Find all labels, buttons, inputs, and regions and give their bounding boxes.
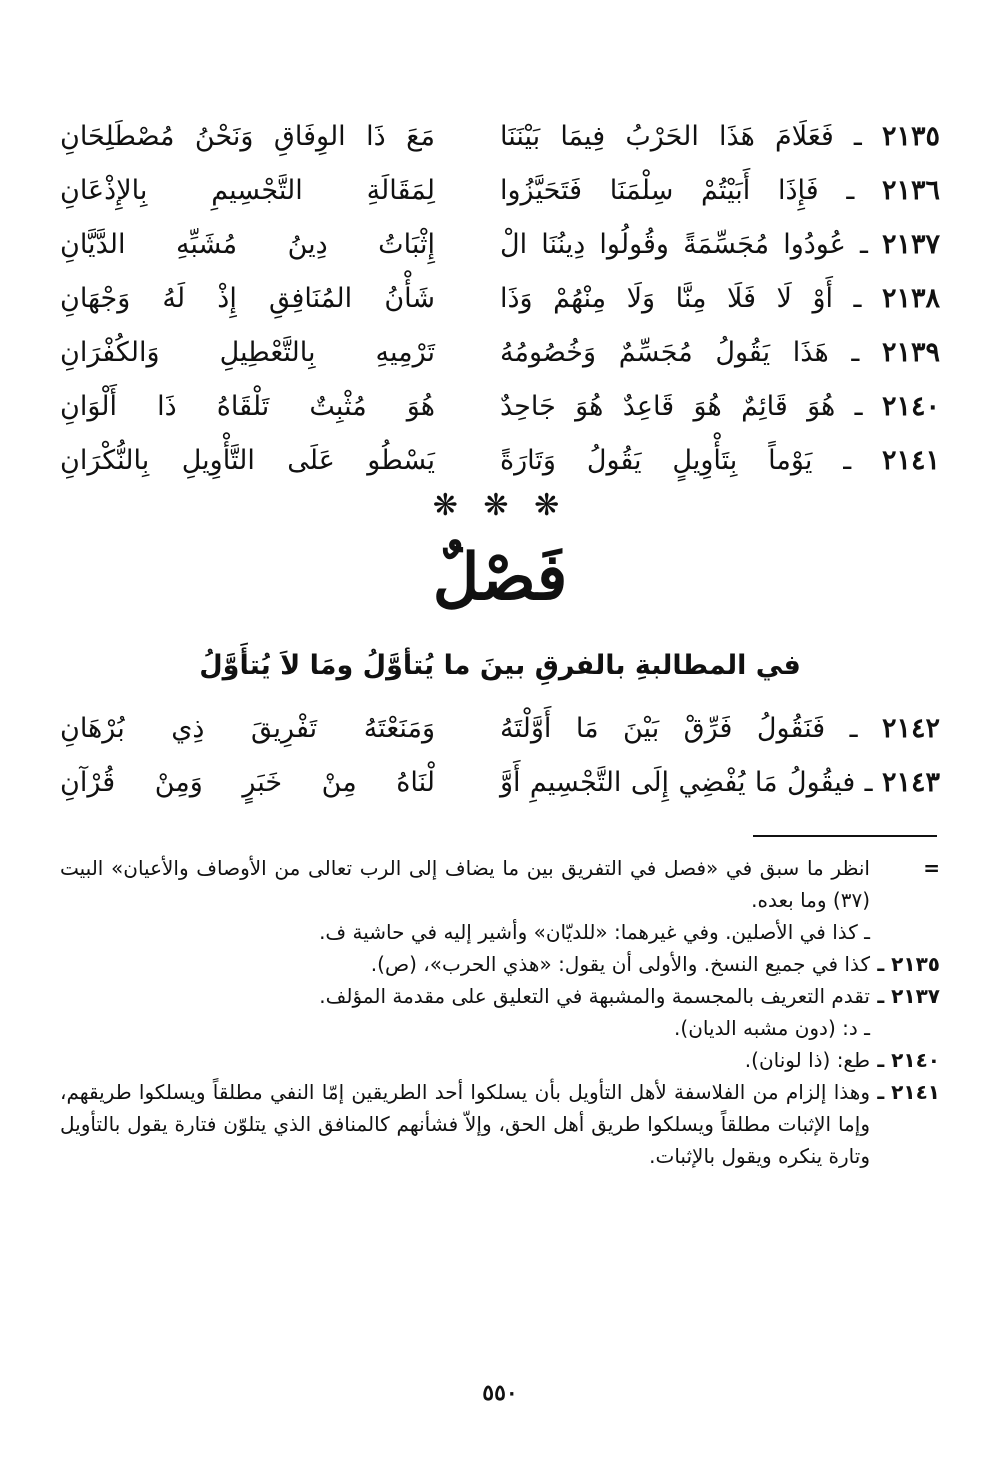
verse-first-hemistich: ٢١٤٢ ـ فَنَقُولُ فَرِّقْ بَيْنَ مَا أَوَّلْتَهُ (500, 713, 940, 744)
hemistich-text: هَذَا يَقُولُ مُجَسِّمٌ وَخُصُومُهُ (500, 337, 829, 368)
verse-first-hemistich: ٢١٣٦ ـ فَإِذَا أَبَيْتُمْ سِلْمَنَا فَتَحَيَّزُوا (500, 175, 940, 206)
footnote (60, 948, 940, 980)
footnote-marker: ٢١٣٥ ـ (877, 952, 940, 976)
verse-first-hemistich: ٢١٤٠ ـ هُوَ قَائِمٌ هُوَ قَاعِدٌ هُوَ جَاحِدٌ (500, 391, 940, 422)
verse-first-hemistich: ٢١٤١ ـ يَوْماً بِتَأْوِيلٍ يَقُولُ وَتَارَةً (500, 445, 940, 476)
footnote-marker: ٢١٤٠ ـ (877, 1048, 940, 1072)
verse-first-hemistich: ٢١٣٨ ـ أَوْ لَا فَلَا مِنَّا وَلَا مِنْهُمْ وَذَا (500, 283, 941, 314)
footnote (60, 1012, 940, 1044)
page-number: ٥٥٠ (482, 1380, 518, 1406)
hemistich-text: فَنَقُولُ فَرِّقْ بَيْنَ مَا أَوَّلْتَهُ (500, 713, 826, 744)
verse-number: ٢١٣٦ (881, 175, 940, 206)
hemistich-text: فَإِذَا أَبَيْتُمْ سِلْمَنَا فَتَحَيَّزُوا (500, 175, 819, 206)
footnote (60, 1076, 940, 1172)
verse-number: ٢١٤٠ (881, 391, 940, 422)
verse-second-hemistich: يَسْطُو عَلَى التَّأْوِيلِ بِالنُّكْرَانِ (60, 445, 435, 476)
verse-second-hemistich: تَرْمِيهِ بِالتَّعْطِيلِ وَالكُفْرَانِ (60, 337, 435, 368)
verse-second-hemistich: شَأْنُ المُنَافِقِ إِذْ لَهُ وَجْهَانِ (60, 283, 435, 314)
footnote (60, 1044, 940, 1076)
verse-second-hemistich: لْنَاهُ مِنْ خَبَرٍ وَمِنْ قُرْآنِ (60, 767, 435, 798)
footnote-text: تقدم التعريف بالمجسمة والمشبهة في التعليق على مقدمة المؤلف. (319, 984, 870, 1008)
verse-second-hemistich: هُوَ مُثْبِتٌ تَلْقَاهُ ذَا أَلْوَانِ (60, 391, 435, 422)
footnotes (60, 852, 940, 1172)
verse-number: ٢١٣٧ (881, 229, 940, 260)
hemistich-text: هُوَ قَائِمٌ هُوَ قَاعِدٌ هُوَ جَاحِدٌ (500, 391, 836, 422)
verse-line (60, 704, 940, 754)
footnote-text: وهذا إلزام من الفلاسفة لأهل التأويل بأن يسلكوا أحد الطريقين إمّا النفي مطلقاً ويسلكوا طريقهم، وإما الإثبات مطلقاً ويسلكوا طريق أهل الحق، وإلاّ فشأنهم كالمنافق الذي يتلوّن فتارة يقول بالتأويل وتارة ينكره ويقول بالإثبات. (60, 1080, 870, 1168)
hemistich-text: أَوْ لَا فَلَا مِنَّا وَلَا مِنْهُمْ وَذَا (500, 283, 834, 314)
hemistich-text: يَوْماً بِتَأْوِيلٍ يَقُولُ وَتَارَةً (500, 445, 813, 476)
verse-first-hemistich: ٢١٣٩ ـ هَذَا يَقُولُ مُجَسِّمٌ وَخُصُومُهُ (500, 337, 941, 368)
verse-line (60, 220, 940, 270)
footnote-marker: = (923, 856, 940, 880)
verse-number: ٢١٤١ (881, 445, 940, 476)
footnote-text: ـ كذا في الأصلين. وفي غيرهما: «للديّان» وأشير إليه في حاشية ف. (319, 920, 870, 944)
footnote-text: طع: (ذا لونان). (744, 1048, 870, 1072)
verse-first-hemistich: ٢١٤٣ ـ فيقُولُ مَا يُفْضِي إِلَى التَّجْسِيمِ أَوَّ (500, 767, 940, 798)
footnote-marker: ٢١٤١ ـ (877, 1080, 940, 1104)
hemistich-text: عُودُوا مُجَسِّمَةً وقُولُوا دِينُنَا الْ (500, 229, 846, 260)
verse-line (60, 436, 940, 486)
verse-line (60, 758, 940, 808)
verse-first-hemistich: ٢١٣٧ ـ عُودُوا مُجَسِّمَةً وقُولُوا دِينُنَا الْ (500, 229, 940, 260)
footnote-marker: ٢١٣٧ ـ (877, 984, 940, 1008)
verse-number: ٢١٤٣ (881, 767, 940, 798)
verse-line (60, 112, 940, 162)
footnote-text: انظر ما سبق في «فصل في التفريق بين ما يضاف إلى الرب تعالى من الأوصاف والأعيان» البيت (٣٧) وما بعده. (60, 856, 870, 912)
verse-second-hemistich: إِثْبَاتُ دِينُ مُشَبِّهِ الدَّيَّانِ (60, 229, 435, 260)
footnote-text: كذا في جميع النسخ. والأولى أن يقول: «هذي الحرب»، (ص). (370, 952, 870, 976)
verse-number: ٢١٤٢ (881, 713, 940, 744)
footnote (60, 980, 940, 1012)
verse-line (60, 166, 940, 216)
verse-second-hemistich: وَمَنَعْتَهُ تَفْرِيقَ ذِي بُرْهَانِ (60, 713, 435, 744)
verse-number: ٢١٣٩ (882, 337, 941, 368)
verse-line (60, 274, 940, 324)
verse-line (60, 382, 940, 432)
section-subtitle: في المطالبةِ بالفرقِ بينَ ما يُتأوَّلُ ومَا لاَ يُتأَوَّلُ (199, 650, 801, 681)
footnote (60, 916, 940, 948)
verse-number: ٢١٣٨ (882, 283, 941, 314)
verse-number: ٢١٣٥ (881, 121, 940, 152)
footnote-text: ـ د: (دون مشبه الديان). (674, 1016, 870, 1040)
footnote-separator (753, 835, 937, 837)
section-heading: فَصْلٌ (432, 540, 568, 615)
verse-line (60, 328, 940, 378)
hemistich-text: فيقُولُ مَا يُفْضِي إِلَى التَّجْسِيمِ أَوَّ (500, 767, 856, 798)
footnote (60, 852, 940, 916)
verse-second-hemistich: مَعَ ذَا الوِفَاقِ وَنَحْنُ مُصْطَلِحَانِ (60, 121, 435, 152)
verse-first-hemistich: ٢١٣٥ ـ فَعَلَامَ هَذَا الحَرْبُ فِيمَا بَيْنَنَا (500, 121, 940, 152)
verse-second-hemistich: لِمَقَالَةِ التَّجْسِيمِ بِالإِذْعَانِ (60, 175, 435, 206)
section-divider-stars: ❋ ❋ ❋ (432, 488, 568, 523)
hemistich-text: فَعَلَامَ هَذَا الحَرْبُ فِيمَا بَيْنَنَا (500, 121, 834, 152)
